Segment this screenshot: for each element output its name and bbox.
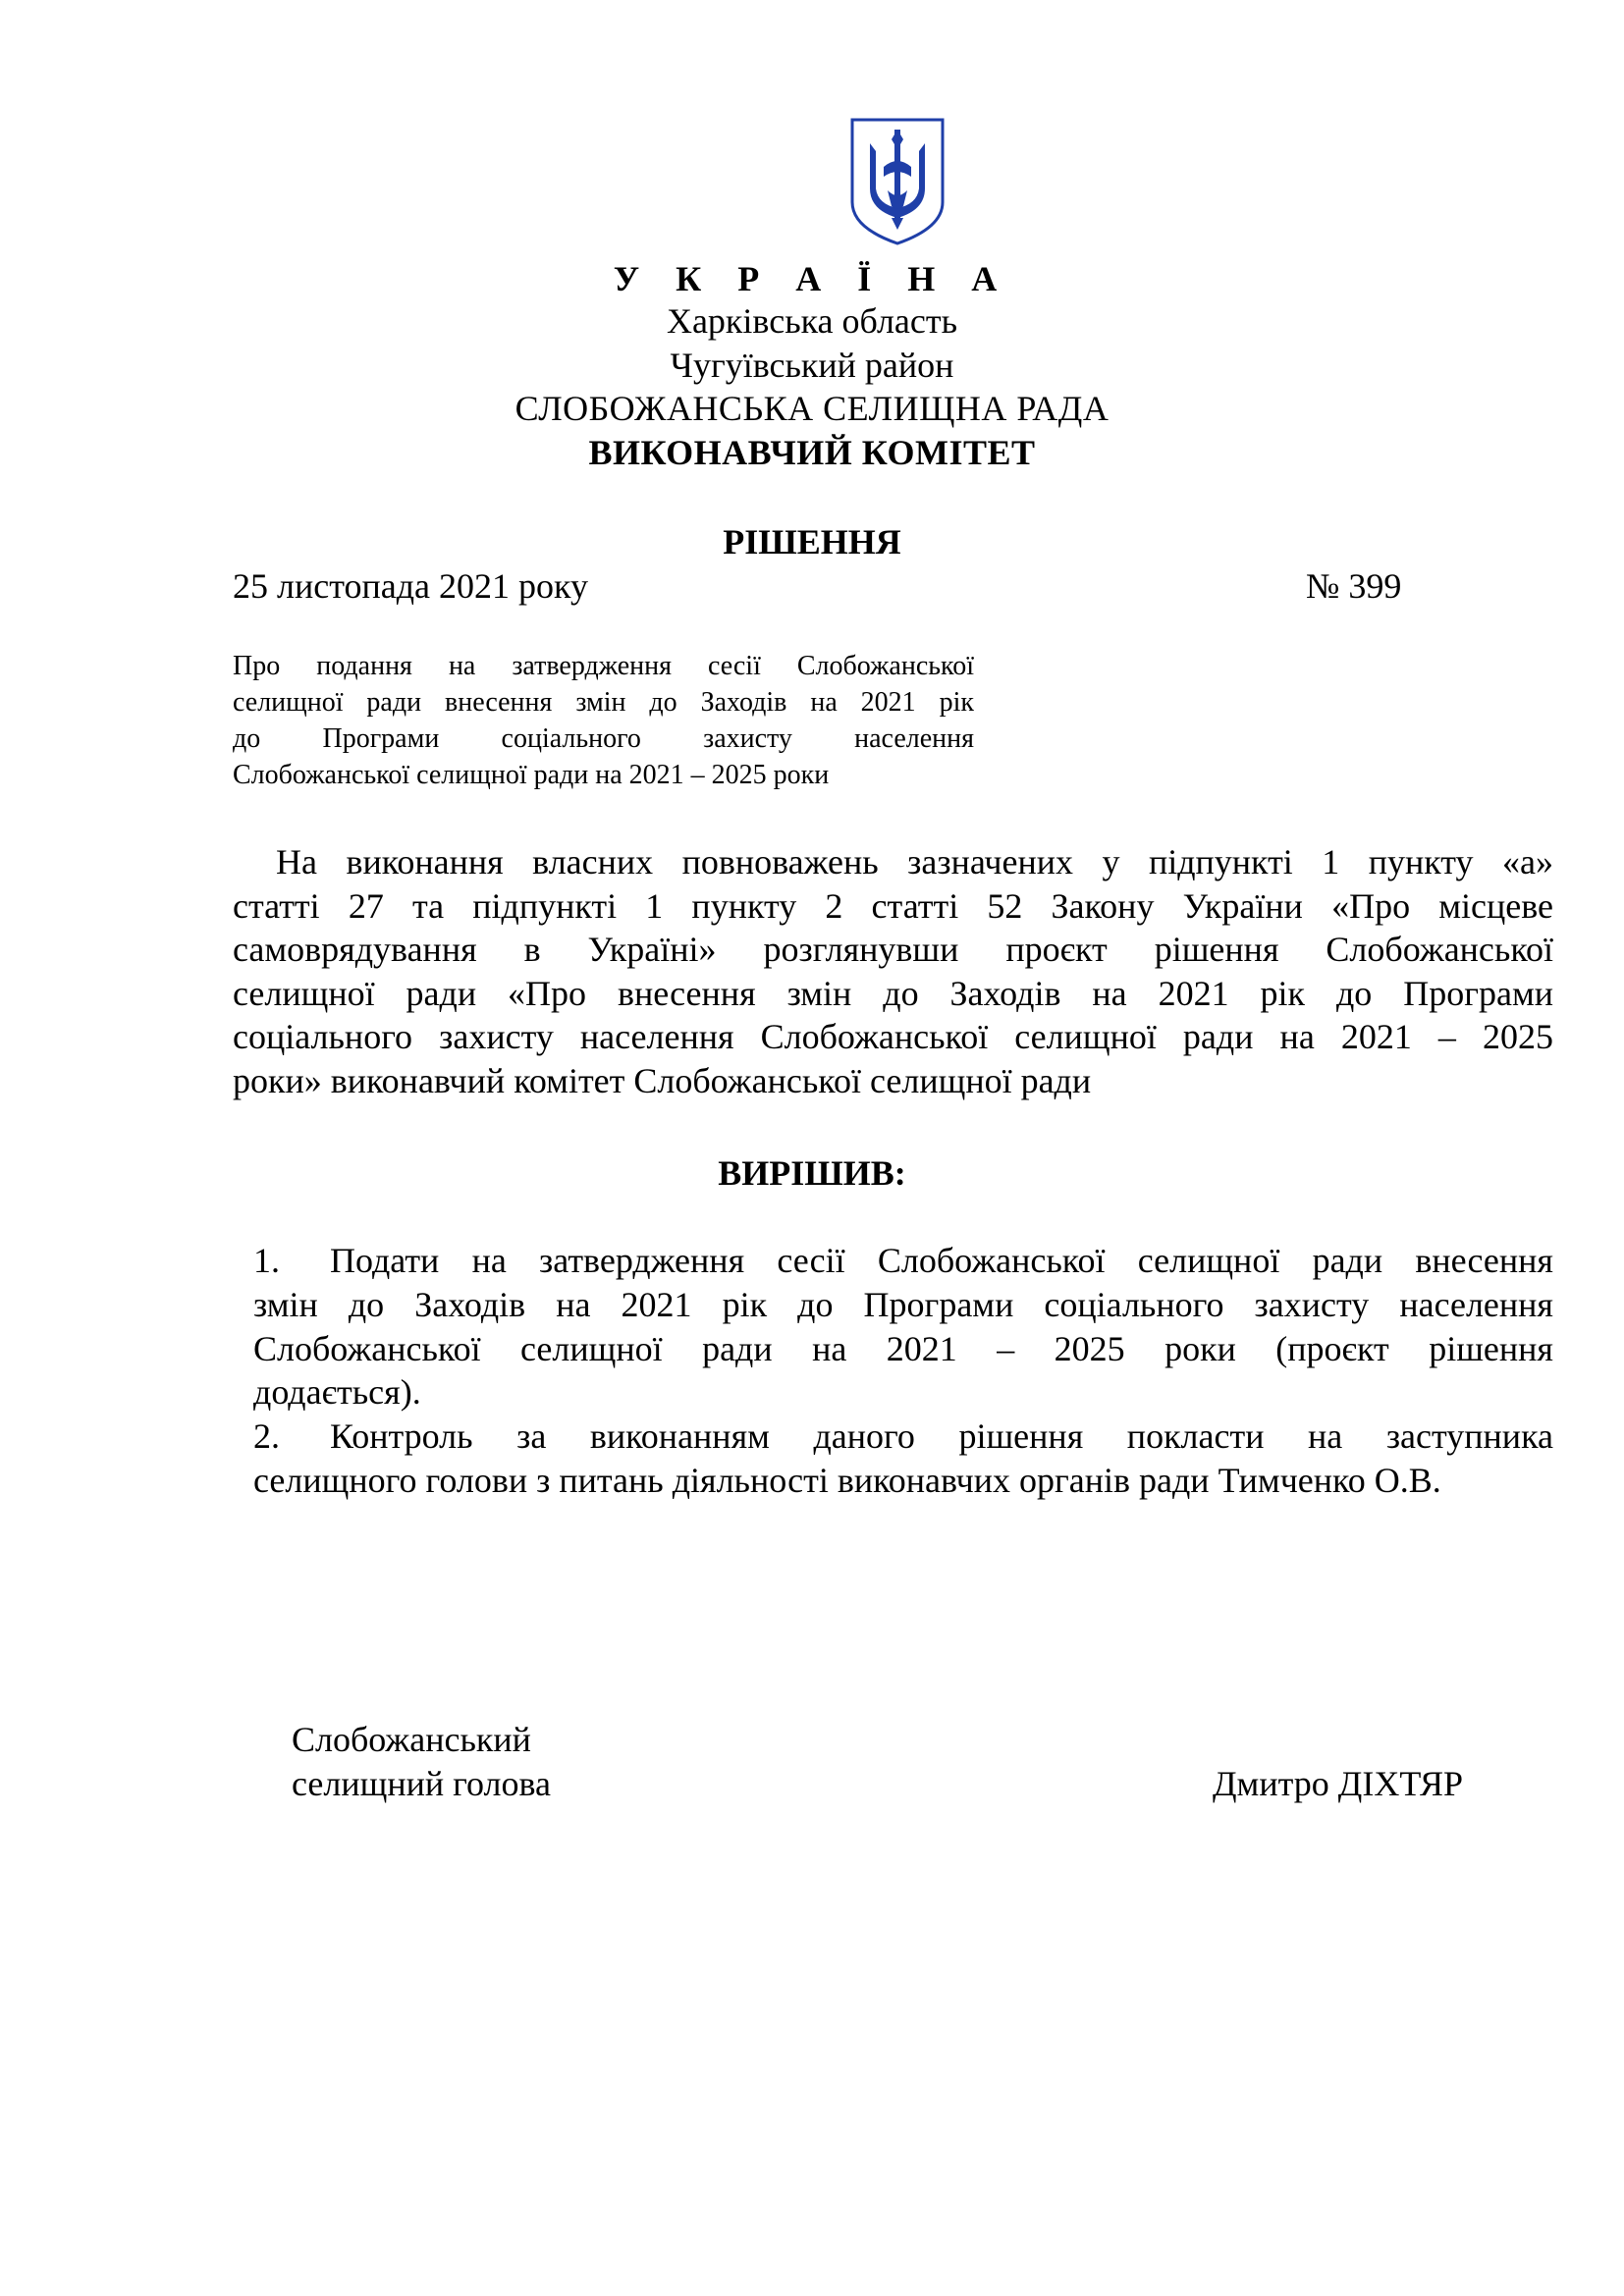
preamble-line: самоврядування в Україні» розглянувши проєкт рішення Слобожанської bbox=[233, 930, 1553, 969]
coat-of-arms-icon bbox=[848, 116, 947, 247]
country-name: У К Р А Ї Н А bbox=[613, 259, 1011, 298]
preamble-line: соціального захисту населення Слобожанської селищної ради на 2021 – 2025 bbox=[233, 1017, 1553, 1056]
document-type: РІШЕННЯ bbox=[723, 522, 901, 561]
subject-line: Слобожанської селищної ради на 2021 – 2025 роки bbox=[233, 760, 830, 790]
committee-name: ВИКОНАВЧИЙ КОМІТЕТ bbox=[588, 433, 1036, 472]
district-name: Чугуївський район bbox=[670, 346, 954, 385]
item-text-line: Подати на затвердження сесії Слобожанської селищної ради внесення bbox=[330, 1241, 1553, 1280]
signatory-name: Дмитро ДІХТЯР bbox=[1213, 1764, 1463, 1803]
preamble-line: селищної ради «Про внесення змін до Заходів на 2021 рік до Програми bbox=[233, 974, 1553, 1013]
subject-line: до Програми соціального захисту населення bbox=[233, 723, 974, 754]
preamble-line: статті 27 та підпункті 1 пункту 2 статті 52 Закону України «Про місцеве bbox=[233, 886, 1553, 926]
decision-date: 25 листопада 2021 року bbox=[233, 566, 588, 606]
decision-item-2 bbox=[253, 1415, 1553, 1458]
decision-number: № 399 bbox=[1306, 566, 1402, 606]
preamble-line: роки» виконавчий комітет Слобожанської селищної ради bbox=[233, 1061, 1092, 1100]
item-text-line: Контроль за виконанням даного рішення покласти на заступника bbox=[330, 1416, 1553, 1456]
item-number: 1. bbox=[253, 1241, 280, 1280]
item-text-line: Слобожанської селищної ради на 2021 – 2025 роки (проєкт рішення bbox=[253, 1329, 1553, 1368]
item-text-line: селищного голови з питань діяльності виконавчих органів ради Тимченко О.В. bbox=[253, 1461, 1441, 1500]
council-name: СЛОБОЖАНСЬКА СЕЛИЩНА РАДА bbox=[514, 389, 1110, 428]
resolved-heading: ВИРІШИВ: bbox=[718, 1153, 906, 1193]
item-text-line: змін до Заходів на 2021 рік до Програми соціального захисту населення bbox=[253, 1285, 1553, 1324]
subject-line: селищної ради внесення змін до Заходів на 2021 рік bbox=[233, 687, 974, 718]
subject-line: Про подання на затвердження сесії Слобожанської bbox=[233, 651, 974, 681]
signatory-position: селищний голова bbox=[292, 1764, 552, 1803]
item-text-line: додається). bbox=[253, 1372, 421, 1412]
signatory-position: Слобожанський bbox=[292, 1720, 531, 1759]
decision-item-1 bbox=[253, 1239, 1553, 1282]
preamble-line: На виконання власних повноважень зазначених у підпункті 1 пункту «а» bbox=[276, 842, 1553, 881]
item-number: 2. bbox=[253, 1416, 280, 1456]
region-name: Харківська область bbox=[666, 301, 958, 341]
